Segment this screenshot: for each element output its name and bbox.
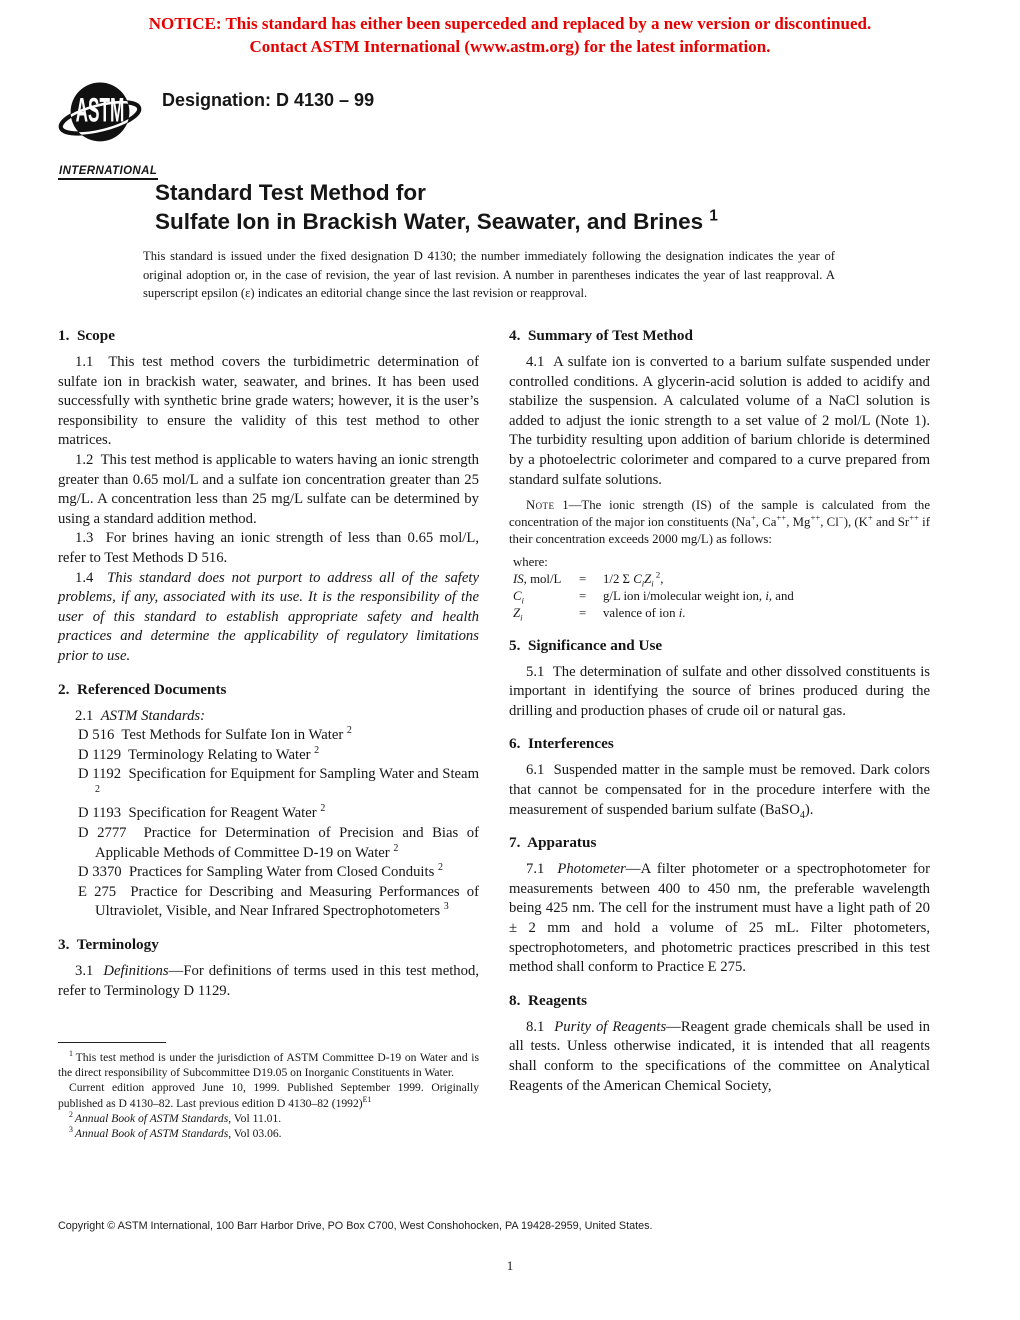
paragraph-1-1: 1.1 This test method covers the turbidimetric determination of sulfate ion in brackish water, seawater, and brines. It has been used successfully with synthetic brine grade waters; however, it is the user’s responsibility to ensure the validity of this test method to other matrices. xyxy=(58,354,479,449)
astm-logo-graphic xyxy=(58,78,142,156)
paragraph-2-1: 2.1 ASTM Standards: xyxy=(75,707,206,724)
where-term: $C_i$ xyxy=(513,589,524,606)
paragraph-8-1: 8.1 Purity of Reagents—Reagent grade chemicals shall be used in all tests. Unless otherwise indicated, it is intended that all reagents shall conform to the specifications of the committee on Analytical Reagents of the American Chemical Society, xyxy=(509,1018,930,1094)
paragraph-4-1: 4.1 A sulfate ion is converted to a barium sulfate suspended under controlled conditions. A glycerin-acid solution is added to acidify and stabilize the suspension. A calculated volume of a NaCl solution is added to adjust the ionic strength to a set value of 2 mol/L (Note 1). The turbidity resulting upon addition of barium chloride is determined by a photoelectric colorimeter and compared to a curve prepared from standard sulfate solutions. xyxy=(509,354,930,488)
footnotes-block xyxy=(58,1042,479,1141)
left-column xyxy=(58,324,479,1001)
page-number: 1 xyxy=(506,1258,514,1273)
list-item: D 1193 Specification for Reagent Water $^2$ xyxy=(78,803,326,822)
footnote-divider xyxy=(58,1042,166,1043)
paragraph-5-1: 5.1 The determination of sulfate and other dissolved constituents is important in identifying the source of brines produced during the drilling and production phases of crude oil or natural gas. xyxy=(509,663,930,719)
designation-label: Designation: D 4130 – 99 xyxy=(162,90,375,110)
section-7-heading: 7. Apparatus xyxy=(509,834,597,852)
list-item: D 2777 Practice for Determination of Precision and Bias of Applicable Methods of Committee D-19 on Water $^2$ xyxy=(78,825,479,861)
list-item: E 275 Practice for Describing and Measuring Performances of Ultraviolet, Visible, and Near Infrared Spectrophotometers $^3$ xyxy=(78,883,479,920)
notice-line-2: Contact ASTM International (www.astm.org) for the latest information. xyxy=(249,37,771,56)
where-definition: valence of ion i. xyxy=(603,606,686,621)
issuance-preamble: This standard is issued under the fixed designation D 4130; the number immediately following the designation indicates the year of original adoption or, in the case of revision, the year of last revision. A number in parentheses indicates the year of last reapproval. A superscript epsilon (ε) indicates an editorial change since the last revision or reapproval. xyxy=(143,249,835,300)
paragraph-6-1: 6.1 Suspended matter in the sample must be removed. Dark colors that cannot be compensated for in the procedure interfere with the measurement of suspended barium sulfate (BaSO$_4$). xyxy=(509,762,930,821)
copyright-line: Copyright © ASTM International, 100 Barr Harbor Drive, PO Box C700, West Conshohocken, PA 19428-2959, United States. xyxy=(58,1220,653,1232)
paragraph-7-1: 7.1 Photometer—A filter photometer or a spectrophotometer for measurements between 400 to 450 nm, the preferable wavelength being 425 nm. The cell for the instrument must have a light path of 20 ± 2 mm and hold a volume of 25 mL. Filter photometers, spectrophotometers, and photometric practices prescribed in this test method shall conform to Practice E 275. xyxy=(509,861,930,976)
right-column xyxy=(509,324,930,1096)
list-item: D 1192 Specification for Equipment for Sampling Water and Steam $^2$ xyxy=(78,766,480,795)
equals-sign: = xyxy=(579,572,587,587)
paragraph-3-1: 3.1 Definitions—For definitions of terms used in this test method, refer to Terminology D 1129. xyxy=(58,963,479,999)
list-item: D 1129 Terminology Relating to Water $^2$ xyxy=(78,744,320,763)
list-item: D 3370 Practices for Sampling Water from Closed Conduits $^2$ xyxy=(78,862,443,881)
notice-line-1: NOTICE: This standard has either been superceded and replaced by a new version or discontinued. xyxy=(148,14,872,33)
section-8-heading: 8. Reagents xyxy=(509,991,588,1009)
paragraph-1-3: 1.3 For brines having an ionic strength of less than 0.65 mol/L, refer to Test Methods D 516. xyxy=(58,530,479,566)
paragraph-1-4: 1.4 This standard does not purport to address all of the safety problems, if any, associated with its use. It is the responsibility of the user of this standard to establish appropriate safety and health practices and determine the applicability of regulatory limitations prior to use. xyxy=(58,569,480,664)
equals-sign: = xyxy=(579,606,587,621)
where-row xyxy=(513,605,930,622)
superseded-notice xyxy=(0,12,1020,58)
note-1: Note 1—The ionic strength (IS) of the sample is calculated from the concentration of the major ion constituents (Na+, Ca++, Mg++, Cl−), (K+ and Sr++ if their concentration exceeds 2000 mg/L) as follows: xyxy=(509,498,930,546)
astm-logo-international-label: INTERNATIONAL xyxy=(58,165,158,180)
where-row xyxy=(513,571,930,588)
section-5-heading: 5. Significance and Use xyxy=(509,636,663,654)
section-2-heading: 2. Referenced Documents xyxy=(58,680,227,698)
document-title xyxy=(155,178,915,236)
astm-logo xyxy=(58,78,170,180)
equals-sign: = xyxy=(579,589,587,604)
where-block xyxy=(513,554,930,623)
section-4-heading: 4. Summary of Test Method xyxy=(509,327,693,344)
footnote-2: $^2$ Annual Book of ASTM Standards, Vol 11.01. xyxy=(69,1109,282,1125)
astm-logo-letters: ASTM xyxy=(75,91,125,130)
where-definition: 1/2 Σ $C_iZ_i$ $^2$, xyxy=(603,569,664,589)
section-1-heading: 1. Scope xyxy=(58,327,115,344)
paragraph-1-2: 1.2 This test method is applicable to waters having an ionic strength greater than 0.65 mol/L and a sulfate ion concentration greater than 25 mg/L. A concentration less than 25 mg/L sulfate can be determined by using a standard addition method. xyxy=(58,451,479,527)
footnote-3: $^3$ Annual Book of ASTM Standards, Vol 03.06. xyxy=(69,1125,282,1141)
title-line-1: Standard Test Method for xyxy=(155,180,426,205)
section-3-heading: 3. Terminology xyxy=(58,936,159,954)
footnote-1: $^1$ This test method is under the jurisdiction of ASTM Committee D-19 on Water and is the direct responsibility of Subcommittee D19.05 on Inorganic Constituents in Water. xyxy=(58,1049,480,1080)
referenced-standards-list xyxy=(58,726,479,922)
where-term: $Z_i$ xyxy=(513,606,523,624)
where-definition: g/L ion i/molecular weight ion, i, and xyxy=(603,589,794,604)
title-line-2: Sulfate Ion in Brackish Water, Seawater, and Brines $^1$ xyxy=(155,207,718,234)
where-label: where: xyxy=(513,554,548,569)
where-row xyxy=(513,588,930,605)
where-term: IS, mol/L xyxy=(513,572,562,587)
section-6-heading: 6. Interferences xyxy=(509,735,614,753)
footnote-edition: Current edition approved June 10, 1999. Published September 1999. Originally published as D 4130–82. Last previous edition D 4130–82 $(1992)^{E1}$ xyxy=(58,1081,479,1110)
list-item: D 516 Test Methods for Sulfate Ion in Water $^2$ xyxy=(78,725,352,744)
